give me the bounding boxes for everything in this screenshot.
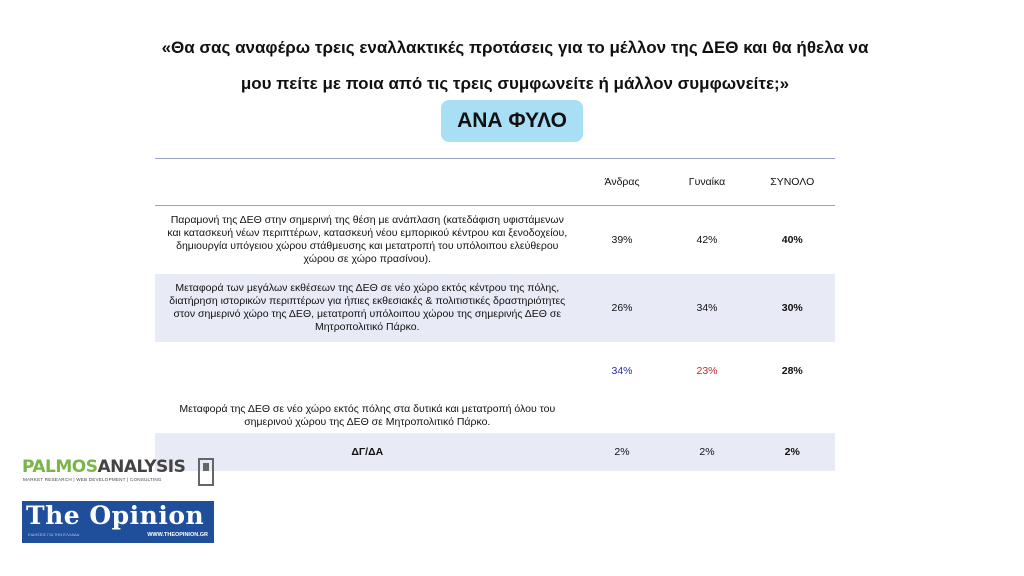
logo-palmos-subtitle: MARKET RESEARCH | WEB DEVELOPMENT | CONSULTING bbox=[23, 477, 162, 482]
logo-opinion-name: The Opinion bbox=[26, 501, 205, 530]
header-total: ΣΥΝΟΛΟ bbox=[750, 159, 836, 206]
question-line-1: «Θα σας αναφέρω τρεις εναλλακτικές προτάσεις για το μέλλον της ΔΕΘ και θα ήθελα να bbox=[161, 38, 869, 57]
option-label: ΔΓ/ΔΑ bbox=[155, 433, 580, 471]
male-value: 39% bbox=[580, 206, 665, 275]
logo-palmos-text: PALMOS bbox=[22, 457, 98, 477]
total-value: 2% bbox=[750, 433, 836, 471]
header-blank bbox=[155, 159, 580, 206]
question-line-2: μου πείτε με ποια από τις τρεις συμφωνείτε ή μάλλον συμφωνείτε;» bbox=[240, 74, 790, 93]
male-value: 2% bbox=[580, 433, 665, 471]
table-header-row bbox=[155, 159, 835, 206]
logo-opinion-url: WWW.THEOPINION.GR bbox=[147, 532, 208, 538]
female-value: 2% bbox=[664, 433, 749, 471]
table-row bbox=[155, 342, 835, 433]
male-value: 34% bbox=[580, 342, 665, 433]
the-opinion-logo bbox=[22, 501, 214, 543]
palmos-mark-icon bbox=[198, 457, 214, 487]
option-label: Μεταφορά των μεγάλων εκθέσεων της ΔΕΘ σε νέο χώρο εκτός κέντρου της πόλης, διατήρηση ιστορικών περιπτέρων για ήπιες εκθεσιακές & πολιτιστικές δραστηριότητες στον σημερινό χώρο της ΔΕΘ, μετατροπή υπόλοιπου χώρου της σημερινής ΔΕΘ σε Μητροπολιτικό Πάρκο. bbox=[155, 274, 580, 342]
logo-analysis-text: ANALYSIS bbox=[97, 457, 186, 477]
logo-opinion-tagline: ΕΙΔΗΣΕΙΣ ΓΙΑ ΤΗΝ ΕΛΛΑΔΑ bbox=[28, 532, 80, 537]
table-row bbox=[155, 206, 835, 275]
table-row bbox=[155, 433, 835, 471]
female-value: 23% bbox=[664, 342, 749, 433]
total-value: 40% bbox=[750, 206, 836, 275]
female-value: 34% bbox=[664, 274, 749, 342]
header-male: Άνδρας bbox=[580, 159, 665, 206]
table-row bbox=[155, 274, 835, 342]
header-female: Γυναίκα bbox=[664, 159, 749, 206]
option-label: Παραμονή της ΔΕΘ στην σημερινή της θέση με ανάπλαση (κατεδάφιση υφιστάμενων και κατασκευή νέων περιπτέρων, κατασκευή νέου εμπορικού κέντρου και ξενοδοχείου, δημιουργία υπόγειου χώρου στάθμευσης και μετατροπή του υπόλοιπου ελεύθερου χώρου σε χώρο πρασίνου). bbox=[155, 206, 580, 275]
results-table bbox=[155, 158, 835, 471]
total-value: 30% bbox=[750, 274, 836, 342]
survey-question bbox=[150, 30, 880, 102]
option-label: Μεταφορά της ΔΕΘ σε νέο χώρο εκτός πόλης στα δυτικά και μετατροπή όλου του σημερινού χώρου της ΔΕΘ σε Μητροπολιτικό Πάρκο. bbox=[155, 342, 580, 433]
group-by-badge: ΑΝΑ ΦΥΛΟ bbox=[441, 100, 583, 142]
total-value: 28% bbox=[750, 342, 836, 433]
male-value: 26% bbox=[580, 274, 665, 342]
female-value: 42% bbox=[664, 206, 749, 275]
palmos-analysis-logo bbox=[22, 457, 214, 489]
